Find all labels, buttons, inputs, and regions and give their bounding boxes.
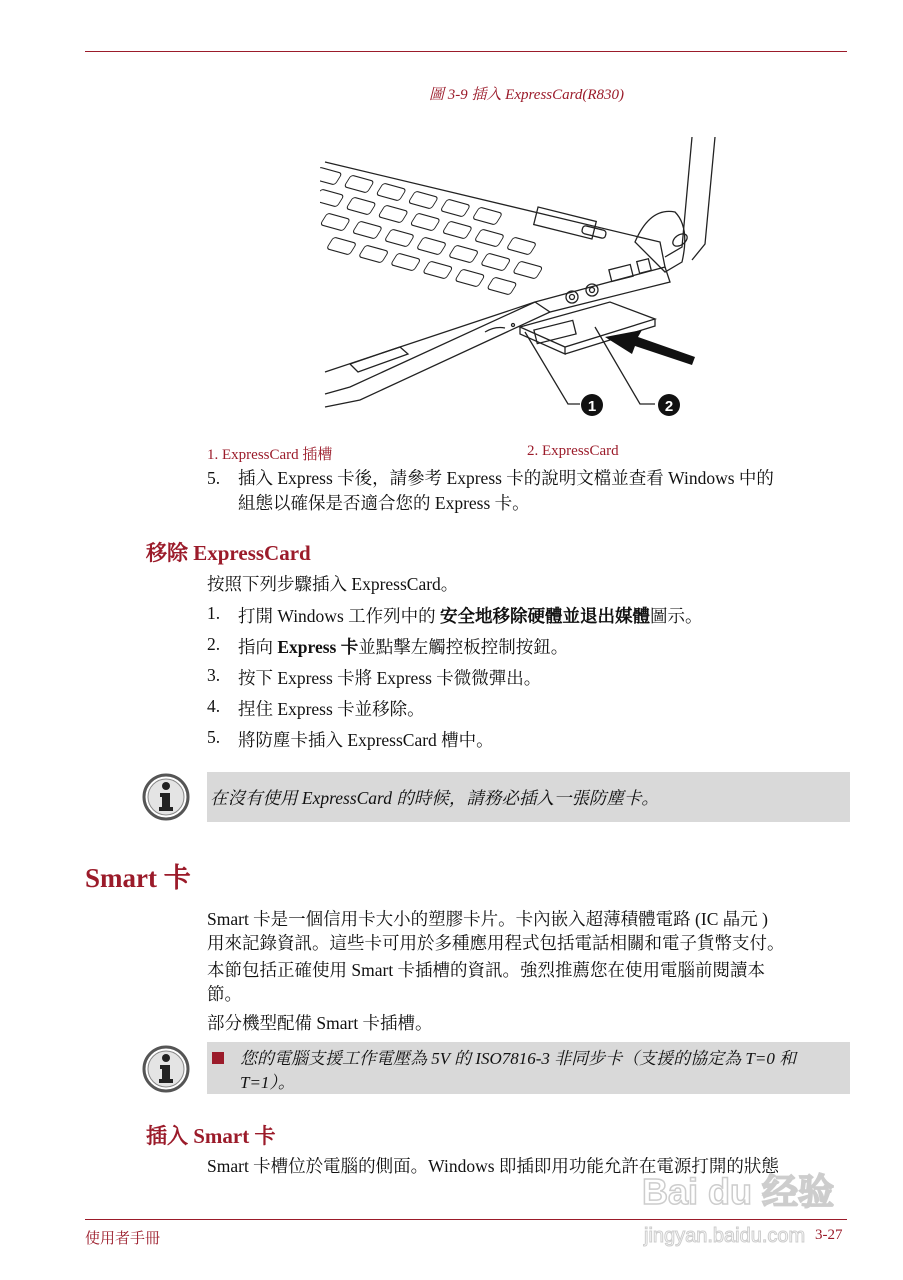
remove-step-2-number: 2. [207, 634, 221, 654]
remove-step-1: 打開 Windows 工作列中的 安全地移除硬體並退出媒體圖示。 [238, 606, 703, 626]
remove-intro: 按照下列步驟插入 ExpressCard。 [207, 574, 459, 594]
step5-line1: 插入 Express 卡後，請參考 Express 卡的說明文檔並查看 Windows 中的 [238, 468, 774, 488]
header-rule [85, 51, 847, 52]
remove-step-4-number: 4. [207, 696, 221, 716]
footer-left: 使用者手冊 [85, 1231, 161, 1247]
svg-text:Bai du 经验: Bai du 经验 [642, 1171, 835, 1212]
smart-para1-line1: Smart 卡是一個信用卡大小的塑膠卡片。卡內嵌入超薄積體電路 (IC 晶元 ) [207, 909, 768, 929]
smart-para2-line2: 節。 [207, 984, 242, 1004]
step5-number: 5. [207, 468, 221, 488]
note-bullet [212, 1052, 224, 1064]
remove-step-1-number: 1. [207, 603, 221, 623]
remove-step-5: 將防塵卡插入 ExpressCard 槽中。 [238, 730, 494, 750]
legend-2: 2. ExpressCard [527, 443, 619, 459]
smart-title: Smart 卡 [85, 863, 191, 893]
note-dustcard: 在沒有使用 ExpressCard 的時候，請務必插入一張防塵卡。 [210, 788, 659, 808]
legend-1: 1. ExpressCard 插槽 [207, 447, 333, 463]
info-icon [142, 773, 190, 821]
note-voltage-line2: T=1）。 [240, 1073, 295, 1092]
remove-step-4: 捏住 Express 卡並移除。 [238, 699, 425, 719]
svg-text:jingyan.baidu.com: jingyan.baidu.com [644, 1225, 806, 1247]
smart-para3: 部分機型配備 Smart 卡插槽。 [207, 1013, 433, 1033]
figure-caption: 圖 3-9 插入 ExpressCard(R830) [428, 87, 625, 103]
smart-para2-line1: 本節包括正確使用 Smart 卡插槽的資訊。強烈推薦您在使用電腦前閱讀本 [207, 960, 766, 980]
remove-step-2: 指向 Express 卡並點擊左觸控板控制按鈕。 [238, 637, 569, 657]
smart-para1-line2: 用來記錄資訊。這些卡可用於多種應用程式包括電話相關和電子貨幣支付。 [207, 933, 785, 953]
step5-line2: 組態以確保是否適合您的 Express 卡。 [238, 493, 530, 513]
callout-2: 2 [664, 398, 674, 415]
remove-heading: 移除 ExpressCard [146, 541, 311, 565]
expresscard-illustration [320, 132, 730, 432]
callout-1: 1 [587, 398, 597, 415]
info-icon [142, 1045, 190, 1093]
insert-smart-heading: 插入 Smart 卡 [146, 1124, 276, 1148]
page-number: 3-27 [815, 1227, 843, 1243]
insert-smart-text: Smart 卡槽位於電腦的側面。Windows 即插即用功能允許在電源打開的狀態 [207, 1156, 779, 1176]
insert-arrow [605, 330, 695, 365]
remove-step-5-number: 5. [207, 727, 221, 747]
remove-step-3-number: 3. [207, 665, 221, 685]
footer-rule [85, 1219, 847, 1220]
note-voltage-line1: 您的電腦支援工作電壓為 5V 的 ISO7816-3 非同步卡（支援的協定為 T=0 和 [240, 1049, 797, 1068]
remove-step-3: 按下 Express 卡將 Express 卡微微彈出。 [238, 668, 542, 688]
